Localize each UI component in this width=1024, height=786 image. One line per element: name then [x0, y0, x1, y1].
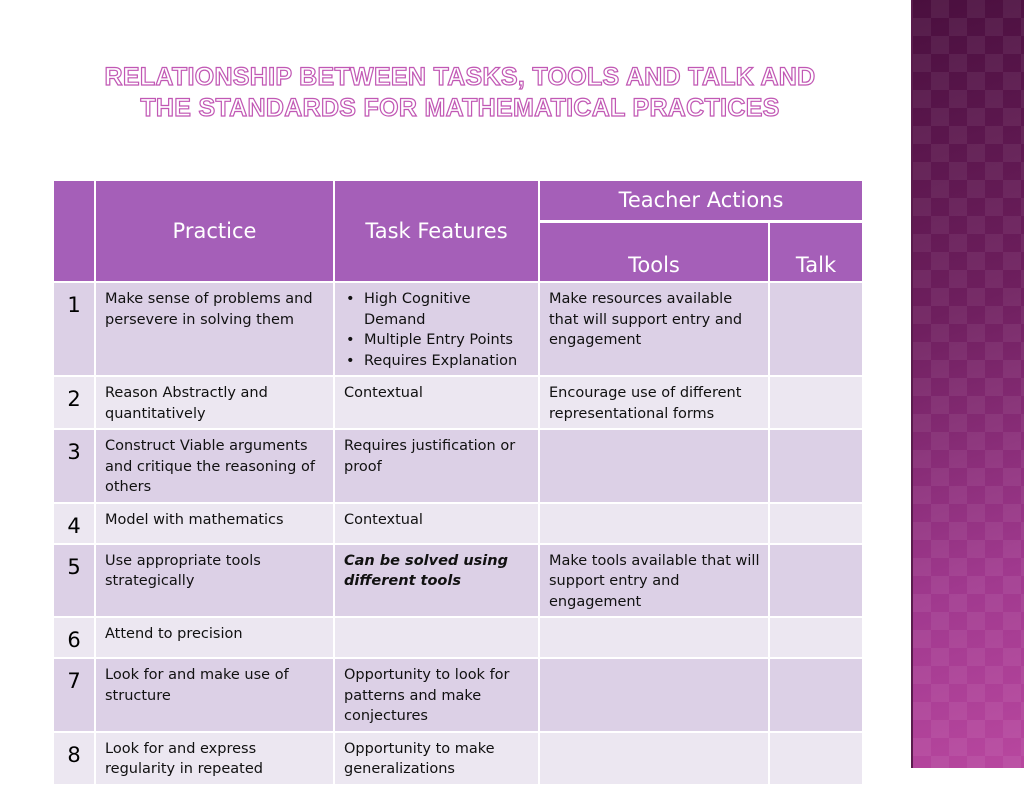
- talk-cell: [769, 617, 863, 658]
- tools-cell: [539, 732, 769, 785]
- table-row: [53, 732, 863, 785]
- tools-cell: [539, 617, 769, 658]
- slide-title-line-1: RELATIONSHIP BETWEEN TASKS, TOOLS AND TALK AND: [104, 63, 816, 91]
- tools-cell: Make resources available that will support entry and engagement: [539, 282, 769, 376]
- table-row: [53, 658, 863, 732]
- task-features-cell: [334, 282, 539, 376]
- task-features-cell: [334, 617, 539, 658]
- task-features-cell: Can be solved using different tools: [334, 544, 539, 618]
- talk-cell: [769, 658, 863, 732]
- header-teacher-actions: Teacher Actions: [539, 180, 863, 221]
- task-features-cell: Opportunity to look for patterns and make conjectures: [334, 658, 539, 732]
- list-item: • High Cognitive Demand: [344, 289, 530, 330]
- task-features-list: [344, 289, 530, 371]
- header-row-top: [53, 180, 863, 221]
- practice-cell: Make sense of problems and persevere in solving them: [95, 282, 334, 376]
- task-features-cell: Contextual: [334, 503, 539, 544]
- tools-cell: [539, 503, 769, 544]
- talk-cell: [769, 503, 863, 544]
- table-row: [53, 617, 863, 658]
- practice-cell: Use appropriate tools strategically: [95, 544, 334, 618]
- tools-cell: Encourage use of different representational forms: [539, 376, 769, 429]
- table-row: [53, 376, 863, 429]
- row-number: 8: [53, 732, 95, 785]
- row-number: 3: [53, 429, 95, 503]
- practices-table: [52, 179, 864, 786]
- header-talk: Talk: [769, 221, 863, 282]
- diamond-pattern: [913, 0, 1024, 768]
- task-features-cell: Requires justification or proof: [334, 429, 539, 503]
- list-item: • Multiple Entry Points: [344, 330, 530, 351]
- practice-cell: Model with mathematics: [95, 503, 334, 544]
- practice-cell: Attend to precision: [95, 617, 334, 658]
- row-number: 7: [53, 658, 95, 732]
- table-row: [53, 503, 863, 544]
- row-number: 4: [53, 503, 95, 544]
- tools-cell: [539, 429, 769, 503]
- slide-title-line-2: THE STANDARDS FOR MATHEMATICAL PRACTICES: [140, 94, 780, 122]
- talk-cell: [769, 732, 863, 785]
- slide-title: [40, 62, 880, 124]
- table-row: [53, 282, 863, 376]
- row-number: 5: [53, 544, 95, 618]
- practice-cell: Construct Viable arguments and critique the reasoning of others: [95, 429, 334, 503]
- talk-cell: [769, 376, 863, 429]
- table-row: [53, 544, 863, 618]
- row-number: 2: [53, 376, 95, 429]
- header-tools: Tools: [539, 221, 769, 282]
- decorative-side-band: [911, 0, 1024, 768]
- talk-cell: [769, 282, 863, 376]
- row-number: 1: [53, 282, 95, 376]
- task-features-cell: Opportunity to make generalizations: [334, 732, 539, 785]
- header-number: [53, 180, 95, 282]
- talk-cell: [769, 544, 863, 618]
- task-features-cell: Contextual: [334, 376, 539, 429]
- table-row: [53, 429, 863, 503]
- tools-cell: [539, 658, 769, 732]
- talk-cell: [769, 429, 863, 503]
- tools-cell: Make tools available that will support entry and engagement: [539, 544, 769, 618]
- practice-cell: Reason Abstractly and quantitatively: [95, 376, 334, 429]
- header-task-features: Task Features: [334, 180, 539, 282]
- list-item: • Requires Explanation: [344, 351, 530, 372]
- practice-cell: Look for and express regularity in repeated: [95, 732, 334, 785]
- row-number: 6: [53, 617, 95, 658]
- header-practice: Practice: [95, 180, 334, 282]
- practice-cell: Look for and make use of structure: [95, 658, 334, 732]
